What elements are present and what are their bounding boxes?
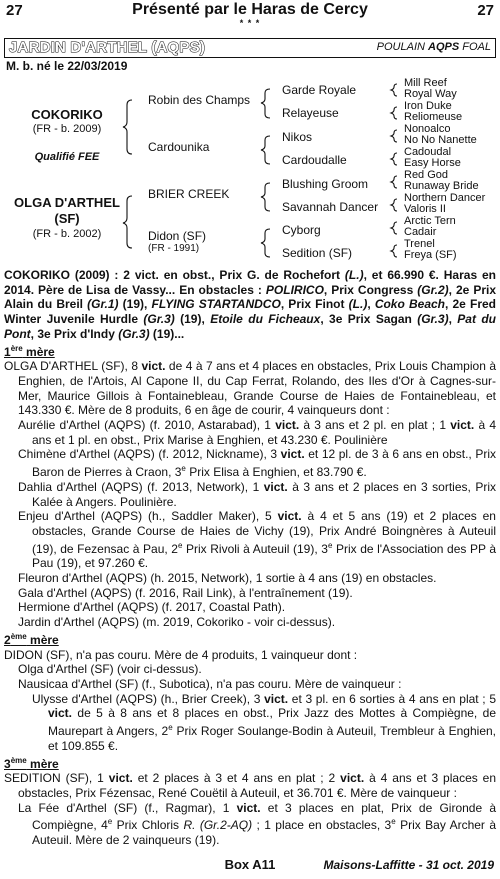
g4-item: Red God [404, 169, 449, 181]
intro-segment: FLYING STARTANDCO [151, 297, 281, 312]
generation-heading [4, 754, 496, 772]
g2-dam-dam: Didon (SF) [148, 229, 207, 243]
intro-segment: Coko Beach [374, 297, 445, 312]
intro-segment: , Prix Finot [280, 297, 349, 312]
entry-segment: Prix Chloris [112, 818, 184, 833]
title-stars: * * * [239, 18, 261, 28]
g4-item: Iron Duke [404, 100, 452, 112]
entry-segment: à 4 ans et 1 pl. en obst., Prix Marise à Enghien, et 43.230 €. Poulinière [32, 418, 496, 447]
sire-note: Qualifié FEE [34, 151, 100, 163]
produce-entry [4, 571, 496, 586]
dam-breed: (SF) [54, 211, 80, 226]
g3-item: Sedition (SF) [282, 246, 353, 260]
lot-number-left: 27 [6, 2, 23, 19]
g4-item: Valoris II [404, 203, 446, 215]
g3-item: Savannah Dancer [282, 200, 379, 214]
intro-segment: (Gr.3) [417, 312, 449, 327]
intro-segment: , 2e Fred Winter Juvenile Hurdle [4, 297, 497, 327]
g3-item: Nikos [282, 130, 313, 144]
intro-segment: (Gr.2) [417, 282, 449, 297]
g4-item: No No Nanette [404, 134, 477, 146]
page-title: Présenté par le Haras de Cercy [132, 1, 368, 18]
generation-suffix: ème [10, 631, 27, 641]
entry-segment: vict. [264, 691, 289, 706]
entry-segment: à 4 ans et 3 places en obstacles, Prix Fézensac, René Couëtil à Auteuil, et 36.701 €. Mère de vainqueur : [18, 771, 497, 800]
sale-date: Maisons-Laffitte - 31 oct. 2019 [323, 858, 494, 872]
entry-segment: vict. [263, 479, 288, 494]
entry-segment: Aurélie d'Arthel (AQPS) (f. 2010, Astarabad), 1 [18, 418, 276, 433]
entry-segment: de 4 à 7 ans et 4 places en obstacles, Prix Louis Champion à Enghien, de l'Artois, Al Capone II, du Cap Ferrat, Rolando, des Iles d'Or à Cagnes-sur-Mer, Maurice Gillois à Fontainebleau, Grande Course de Haies de Fontainebleau, et 143.330 €. Mère de 8 produits, 6 en âge de courir, 4 vainqueurs dont : [18, 359, 496, 418]
entry-segment: ; 1 place en obstacles, 3 [252, 818, 392, 833]
entry-segment: Gala d'Arthel (AQPS) (f. 2016, Rail Link), à l'entraînement (19). [18, 585, 353, 600]
intro-segment: , 2e Prix Alain du Breil [4, 282, 497, 312]
entry-segment: Chimène d'Arthel (AQPS) (f. 2012, Nickname), 3 [18, 447, 281, 462]
g4-item: Trenel [404, 238, 435, 250]
generation-suffix: ème [10, 755, 27, 765]
produce-entry [4, 801, 496, 848]
g3-item: Cardoudalle [282, 153, 347, 167]
g3-item: Relayeuse [282, 106, 339, 120]
entry-segment: SEDITION (SF), 1 [4, 771, 109, 786]
produce-entry [4, 509, 496, 571]
catalogue-body [4, 268, 496, 848]
g4-item: Cadoudal [404, 146, 452, 158]
produce-entry [4, 480, 496, 509]
intro-segment: (19)... [149, 326, 185, 341]
entry-segment: e [181, 464, 186, 474]
lot-number-right: 27 [477, 2, 494, 19]
g4-item: Freya (SF) [404, 249, 457, 261]
generation-number: 3 [4, 756, 11, 771]
g4-item: Mill Reef [404, 77, 447, 89]
entry-segment: e [107, 817, 113, 827]
family-sections [4, 342, 496, 848]
entry-segment: et 2 places à 3 et 4 ans en plat ; 2 [132, 771, 341, 786]
generation-word: mère [22, 344, 55, 359]
entry-segment: et 3 pl. en 6 sorties à 4 ans en plat ; 5 [288, 691, 496, 706]
produce-entry [4, 648, 496, 663]
entry-segment: Nausicaa d'Arthel (SF) (f., Subotica), n'a pas couru. Mère de vainqueur : [18, 676, 402, 691]
produce-entry [4, 677, 496, 692]
entry-segment: vict. [48, 706, 73, 721]
entry-segment: Hermione d'Arthel (AQPS) (f. 2017, Coastal Path). [18, 600, 286, 615]
intro-segment: COKORIKO (2009) : 2 vict. en obst., Prix G. de Rochefort [4, 268, 345, 282]
produce-entry [4, 662, 496, 677]
g4-item: Reliomeuse [404, 111, 463, 123]
sex-suffix: FOAL [459, 41, 491, 53]
entry-segment: Jardin d'Arthel (AQPS) (m. 2019, Cokoriko - voir ci-dessus). [18, 615, 336, 630]
entry-segment: vict. [280, 447, 305, 462]
page-footer [0, 857, 500, 875]
horse-sex-label [377, 41, 491, 53]
entry-segment: vict. [236, 800, 261, 815]
generation-number: 2 [4, 632, 11, 647]
entry-segment: et 12 pl. de 3 à 6 ans en obst., Prix Baron de Pierres à Craon, 3 [32, 447, 496, 480]
sire-name: COKORIKO [31, 107, 103, 122]
entry-segment: Dahlia d'Arthel (AQPS) (f. 2013, Network), 1 [18, 479, 264, 494]
g4-item: Royal Way [404, 88, 457, 100]
entry-segment: Enjeu d'Arthel (AQPS) (h., Saddler Maker), 5 [18, 509, 278, 524]
entry-segment: vict. [450, 418, 475, 433]
entry-segment: Prix Bay Archer à Auteuil. Mère de 2 vainqueurs (19). [32, 818, 496, 848]
produce-entry [4, 418, 496, 447]
entry-segment: vict. [277, 509, 302, 524]
intro-segment: , Prix Congress [323, 282, 418, 297]
produce-entry [4, 359, 496, 418]
horse-name: JARDIN D'ARTHEL (AQPS) [9, 39, 206, 56]
g4-item: Runaway Bride [404, 180, 479, 192]
entry-segment: R. (Gr.2-AQ) [183, 818, 253, 833]
entry-segment: e [168, 723, 173, 733]
entry-segment: e [391, 817, 396, 827]
entry-segment: OLGA D'ARTHEL (SF), 8 [4, 359, 142, 374]
produce-entry [4, 447, 496, 479]
entry-segment: Fleuron d'Arthel (AQPS) (h. 2015, Network), 1 sortie à 4 ans (19) en obstacles. [18, 571, 437, 586]
produce-entry [4, 615, 496, 630]
g4-item: Cadair [404, 226, 437, 238]
produce-entry [4, 586, 496, 601]
intro-segment: Pat du Pont [4, 312, 496, 341]
intro-segment: (L.) [348, 297, 368, 312]
g2-sire-dam: Cardounika [148, 140, 210, 154]
entry-segment: à 3 ans et 2 places en 3 sorties, Prix Kalée à Angers. Poulinière. [32, 479, 496, 509]
entry-segment: Prix Roger Soulange-Bodin à Auteuil, Trembleur à Enghien, et 109.855 €. [48, 724, 497, 753]
g4-item: Easy Horse [404, 157, 461, 169]
generation-heading [4, 630, 496, 648]
entry-segment: Prix Elisa à Enghien, et 83.790 €. [185, 465, 367, 480]
intro-segment: , et 66.990 €. Haras en 2014. Père de Lisa de Vassy... En obstacles : [4, 268, 496, 297]
g3-item: Garde Royale [282, 83, 357, 97]
intro-segment: POLIRICO [265, 282, 324, 297]
dam-name: OLGA D'ARTHEL [14, 195, 120, 210]
produce-entry [4, 600, 496, 615]
pedigree-table [0, 72, 500, 272]
entry-segment: e [177, 540, 183, 550]
intro-segment: , [448, 312, 458, 327]
g2-sire-sire: Robin des Champs [148, 93, 251, 107]
entry-segment: La Fée d'Arthel (SF) (f., Ragmar), 1 [18, 800, 237, 815]
box-number: Box A11 [224, 857, 276, 872]
g2-dam-dam-note: (FR - 1991) [148, 243, 200, 254]
intro-segment: , [367, 297, 375, 312]
entry-segment: Prix Rivoli à Auteuil (19), 3 [182, 541, 328, 556]
g4-item: Nonoalco [404, 123, 451, 135]
intro-segment: (Gr.3) [118, 326, 150, 341]
entry-segment: à 3 ans et 2 pl. en plat ; 1 [299, 418, 451, 433]
entry-segment: vict. [108, 771, 133, 786]
entry-segment: DIDON (SF), n'a pas couru. Mère de 4 produits, 1 vainqueur dont : [4, 647, 358, 662]
produce-entry [4, 692, 496, 754]
intro-segment: (L.) [344, 268, 364, 282]
entry-segment: de 5 à 8 ans et 8 places en obst., Prix Jazz des Mottes à Compiègne, de Maurepart à Angers, 2 [48, 706, 496, 739]
g4-item: Northern Dancer [404, 192, 486, 204]
intro-segment: (19), [174, 312, 211, 327]
entry-segment: Olga d'Arthel (SF) (voir ci-dessus). [18, 662, 202, 677]
intro-segment: (19), [118, 297, 152, 312]
intro-segment: , 3e Prix Sagan [320, 312, 418, 327]
g4-item: Arctic Tern [404, 215, 456, 227]
entry-segment: vict. [275, 418, 300, 433]
sex-prefix: POULAIN [376, 41, 429, 53]
intro-segment: (Gr.3) [143, 312, 175, 327]
dam-info: (FR - b. 2002) [32, 228, 102, 240]
g3-item: Cyborg [282, 223, 321, 237]
g2-dam-sire: BRIER CREEK [148, 187, 230, 201]
generation-word: mère [26, 632, 59, 647]
generation-heading [4, 342, 496, 360]
entry-segment: e [327, 540, 333, 550]
generation-word: mère [26, 756, 59, 771]
entry-segment: Ulysse d'Arthel (AQPS) (h., Brier Creek), 3 [32, 691, 265, 706]
entry-segment: à 4 et 5 ans (19) et 2 places en obstacles, Grande Course de Haies de Vichy (19), Prix André Boingnères à Auteuil (19), de Fezensac à Pau, 2 [32, 509, 496, 556]
g3-item: Blushing Groom [282, 177, 369, 191]
generation-suffix: ère [10, 343, 23, 353]
produce-entry [4, 771, 496, 800]
entry-segment: vict. [340, 771, 365, 786]
sire-info: (FR - b. 2009) [32, 123, 102, 135]
page-header [0, 0, 500, 30]
intro-segment: Etoile du Ficheaux [210, 312, 321, 327]
sex-breed: AQPS [428, 41, 460, 53]
entry-segment: vict. [141, 359, 166, 374]
horse-name-bar [4, 38, 496, 58]
horse-birth-info: M. b. né le 22/03/2019 [6, 59, 128, 73]
entry-segment: Prix de l'Association des PP à Pau (19), et 97.260 €. [32, 541, 496, 571]
intro-segment: (Gr.1) [87, 297, 119, 312]
sire-summary [4, 268, 496, 342]
entry-segment: et 3 places en plat, Prix de Gironde à Compiègne, 4 [32, 800, 496, 833]
generation-number: 1 [4, 344, 11, 359]
intro-segment: , 3e Prix d'Indy [30, 326, 119, 341]
